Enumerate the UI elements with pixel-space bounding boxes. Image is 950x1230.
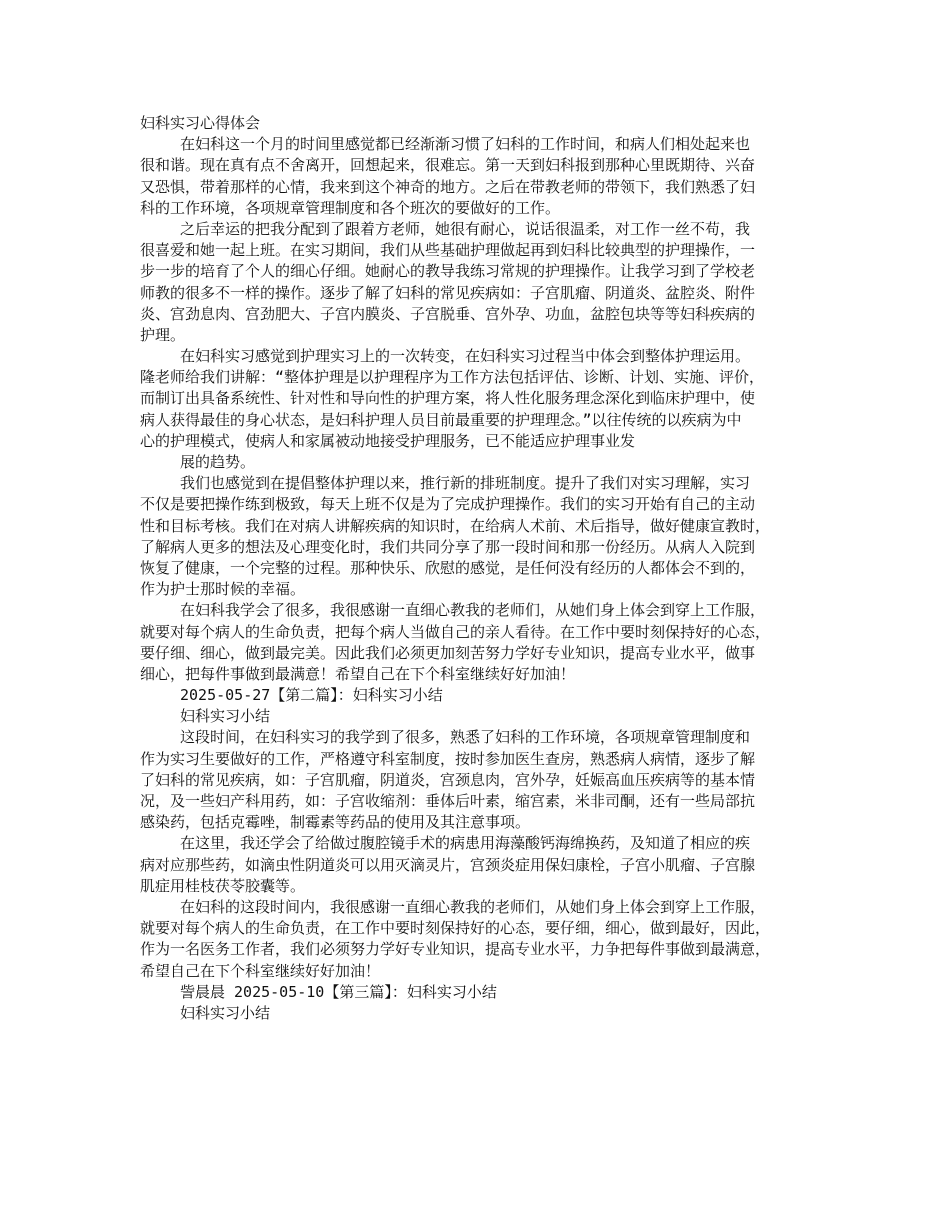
text-line: 心的护理模式，使病人和家属被动地接受护理服务，已不能适应护理事业发 [140,431,636,450]
text-line: 在妇科这一个月的时间里感觉都已经渐渐习惯了妇科的工作时间，和病人们相处起来也 [180,135,751,154]
text-line: 护理。 [140,325,186,344]
text-line: 步一步的培育了个人的细心仔细。她耐心的教导我练习常规的护理操作。让我学习到了学校老 [140,262,756,281]
text-line: 又恐惧，带着那样的心情，我来到这个神奇的地方。之后在带教老师的带领下，我们熟悉了妇 [140,177,756,196]
text-line: 况，及一些妇产科用药，如：子宫收缩剂：垂体后叶素，缩宫素，米非司酮，还有一些局部抗 [140,792,756,810]
text-line: 肌症用桂枝茯苓胶囊等。 [140,876,306,895]
text-line: 訾晨晨 2025-05-10【第三篇】：妇科实习小结 [180,982,497,1001]
text-line: 了解病人更多的想法及心理变化时，我们共同分享了那一段时间和那一份经历。从病人入院到 [140,537,756,556]
text-line: 我们也感觉到在提倡整体护理以来，推行新的排班制度。提升了我们对实习理解，实习 [180,474,751,493]
text-line: 之后幸运的把我分配到了跟着方老师，她很有耐心，说话很温柔，对工作一丝不苟，我 [180,219,751,238]
document-text [140,134,820,1024]
text-line: 就要对每个病人的生命负责，把每个病人当做自己的亲人看待。在工作中要时刻保持好的心态， [140,622,771,641]
text-line: 作为一名医务工作者，我们必须努力学好专业知识，提高专业水平，力争把每件事做到最满意， [140,940,771,959]
text-line: 师教的很多不一样的操作。逐步了解了妇科的常见疾病如：子宫肌瘤、阴道炎、盆腔炎、附件 [140,283,756,302]
text-line: 妇科实习小结 [180,1003,271,1022]
text-line: 作为护士那时候的幸福。 [140,580,306,599]
text-line: 病人获得最佳的身心状态，是妇科护理人员目前最重要的护理理念。”以往传统的以疾病为中 [140,410,742,429]
text-line: 在这里，我还学会了给做过腹腔镜手术的病患用海藻酸钙海绵换药，及知道了相应的疾 [180,834,751,853]
text-line: 在妇科我学会了很多，我很感谢一直细心教我的老师们，从她们身上体会到穿上工作服， [180,601,766,620]
text-line: 科的工作环境，各项规章管理制度和各个班次的要做好的工作。 [140,198,561,217]
document-title: 妇科实习心得体会 [140,114,261,132]
text-line: 很和谐。现在真有点不舍离开，回想起来，很难忘。第一天到妇科报到那种心里既期待、兴奋 [140,156,756,175]
text-line: 在妇科实习感觉到护理实习上的一次转变，在妇科实习过程当中体会到整体护理运用。 [180,347,751,366]
document-body [140,113,820,1024]
text-line: 恢复了健康，一个完整的过程。那种快乐、欣慰的感觉，是任何没有经历的人都体会不到的， [140,558,756,577]
text-line: 作为实习生要做好的工作，严格遵守科室制度，按时参加医生查房，熟悉病人病情，逐步了解 [140,749,756,768]
text-line: 很喜爱和她一起上班。在实习期间，我们从些基础护理做起再到妇科比较典型的护理操作，一 [140,241,756,260]
text-line: 就要对每个病人的生命负责，在工作中要时刻保持好的心态，要仔细，细心，做到最好，因此， [140,919,771,938]
text-line: 性和目标考核。我们在对病人讲解疾病的知识时，在给病人术前、术后指导，做好健康宣教时， [140,516,771,535]
text-line: 希望自己在下个科室继续好好加油！ [140,961,381,980]
text-line: 细心，把每件事做到最满意！希望自己在下个科室继续好好加油！ [140,664,576,683]
text-line: 而制订出具备系统性、针对性和导向性的护理方案，将人性化服务理念深化到临床护理中，使 [140,389,756,408]
text-line: 要仔细、细心，做到最完美。因此我们必须更加刻苦努力学好专业知识，提高专业水平，做事 [140,643,756,662]
text-line: 2025-05-27【第二篇】：妇科实习小结 [180,686,443,705]
text-line: 展的趋势。 [180,453,256,471]
text-line: 妇科实习小结 [180,707,271,726]
text-line: 感染药，包括克霉唑，制霉素等药品的使用及其注意事项。 [140,813,531,832]
text-line: 炎、宫劲息肉、宫劲肥大、子宫内膜炎、子宫脱垂、宫外孕、功血，盆腔包块等等妇科疾病的 [140,304,756,323]
text-line: 这段时间，在妇科实习的我学到了很多，熟悉了妇科的工作环境，各项规章管理制度和 [180,728,751,747]
text-line: 不仅是要把操作练到极致，每天上班不仅是为了完成护理操作。我们的实习开始有自己的主动 [140,495,756,514]
text-line: 在妇科的这段时间内，我很感谢一直细心教我的老师们，从她们身上体会到穿上工作服， [180,897,766,916]
text-line: 病对应那些药，如滴虫性阴道炎可以用灭滴灵片，宫颈炎症用保妇康栓，子宫小肌瘤、子宫腺 [140,855,756,874]
text-line: 了妇科的常见疾病，如：子宫肌瘤，阴道炎，宫颈息肉，宫外孕，妊娠高血压疾病等的基本情 [140,770,756,789]
text-line: 隆老师给我们讲解：“整体护理是以护理程序为工作方法包括评估、诊断、计划、实施、评价， [140,368,765,387]
